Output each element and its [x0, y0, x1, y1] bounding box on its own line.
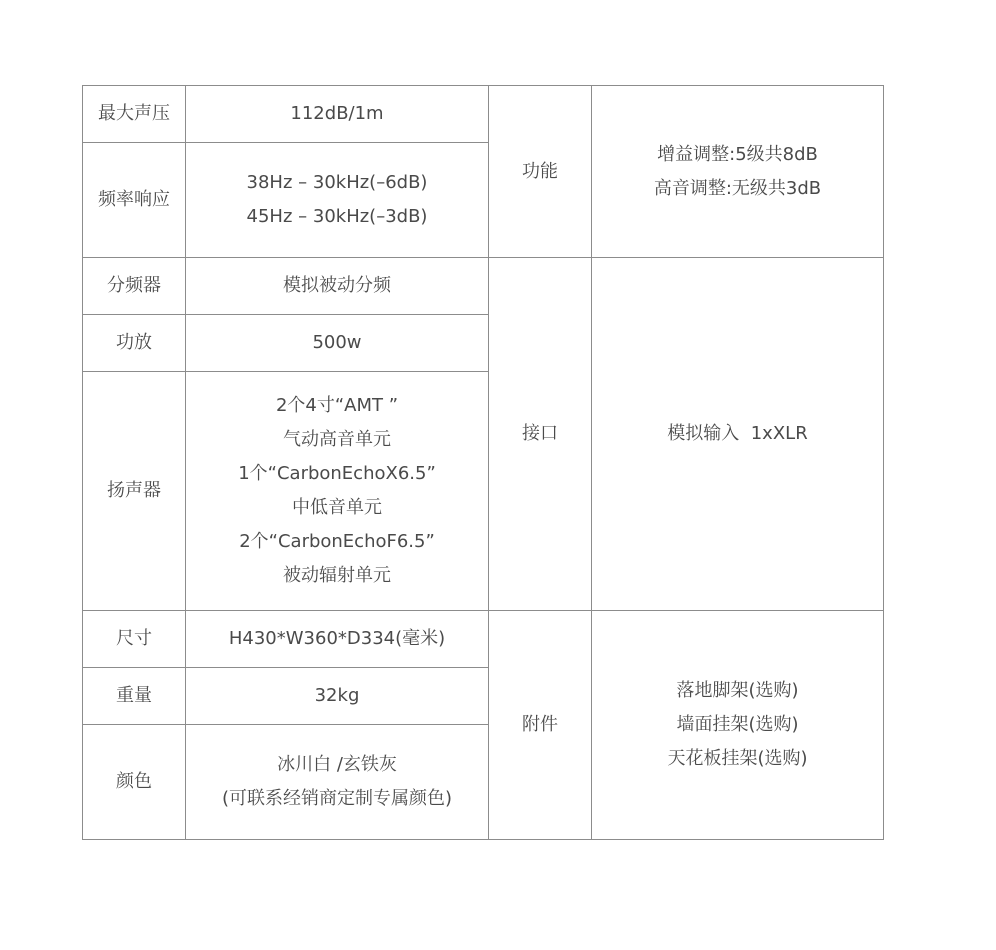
- color-line: (可联系经销商定制专属颜色): [221, 788, 453, 809]
- function-line: 增益调整:5级共8dB: [657, 143, 818, 165]
- crossover-value: 模拟被动分频: [186, 258, 489, 315]
- speakers-label: 扬声器: [83, 372, 186, 611]
- color-value: [186, 725, 489, 840]
- function-value: [592, 86, 884, 258]
- color-label: 颜色: [83, 725, 186, 840]
- color-line: 冰川白 /玄铁灰: [277, 754, 397, 775]
- accessories-line: 墙面挂架(选购): [676, 714, 799, 735]
- table-row: [83, 86, 884, 143]
- accessories-label: 附件: [489, 611, 592, 840]
- freq-response-line: 45Hz – 30kHz(–3dB): [246, 206, 428, 227]
- function-line: 高音调整:无级共3dB: [653, 177, 822, 199]
- speakers-value: [186, 372, 489, 611]
- dimensions-value: H430*W360*D334(毫米): [186, 611, 489, 668]
- weight-value: 32kg: [186, 668, 489, 725]
- accessories-line: 落地脚架(选购): [676, 680, 799, 701]
- weight-label: 重量: [83, 668, 186, 725]
- table-row: [83, 611, 884, 668]
- dimensions-label: 尺寸: [83, 611, 186, 668]
- speakers-line: 2个“CarbonEchoF6.5”: [239, 531, 435, 552]
- speakers-line: 气动高音单元: [283, 429, 391, 450]
- interface-value: 模拟输入 1xXLR: [592, 258, 884, 611]
- freq-response-value: [186, 143, 489, 258]
- interface-label: 接口: [489, 258, 592, 611]
- speakers-line: 1个“CarbonEchoX6.5”: [238, 463, 436, 484]
- accessories-line: 天花板挂架(选购): [667, 748, 808, 769]
- freq-response-line: 38Hz – 30kHz(–6dB): [246, 172, 428, 193]
- function-label: 功能: [489, 86, 592, 258]
- accessories-value: [592, 611, 884, 840]
- max-spl-value: 112dB/1m: [186, 86, 489, 143]
- speakers-line: 被动辐射单元: [283, 565, 391, 586]
- speakers-line: 中低音单元: [292, 497, 382, 518]
- speakers-line: 2个4寸“AMT ”: [275, 395, 399, 416]
- spec-table: [82, 85, 884, 840]
- freq-response-label: 频率响应: [83, 143, 186, 258]
- table-row: [83, 258, 884, 315]
- amplifier-value: 500w: [186, 315, 489, 372]
- amplifier-label: 功放: [83, 315, 186, 372]
- max-spl-label: 最大声压: [83, 86, 186, 143]
- crossover-label: 分频器: [83, 258, 186, 315]
